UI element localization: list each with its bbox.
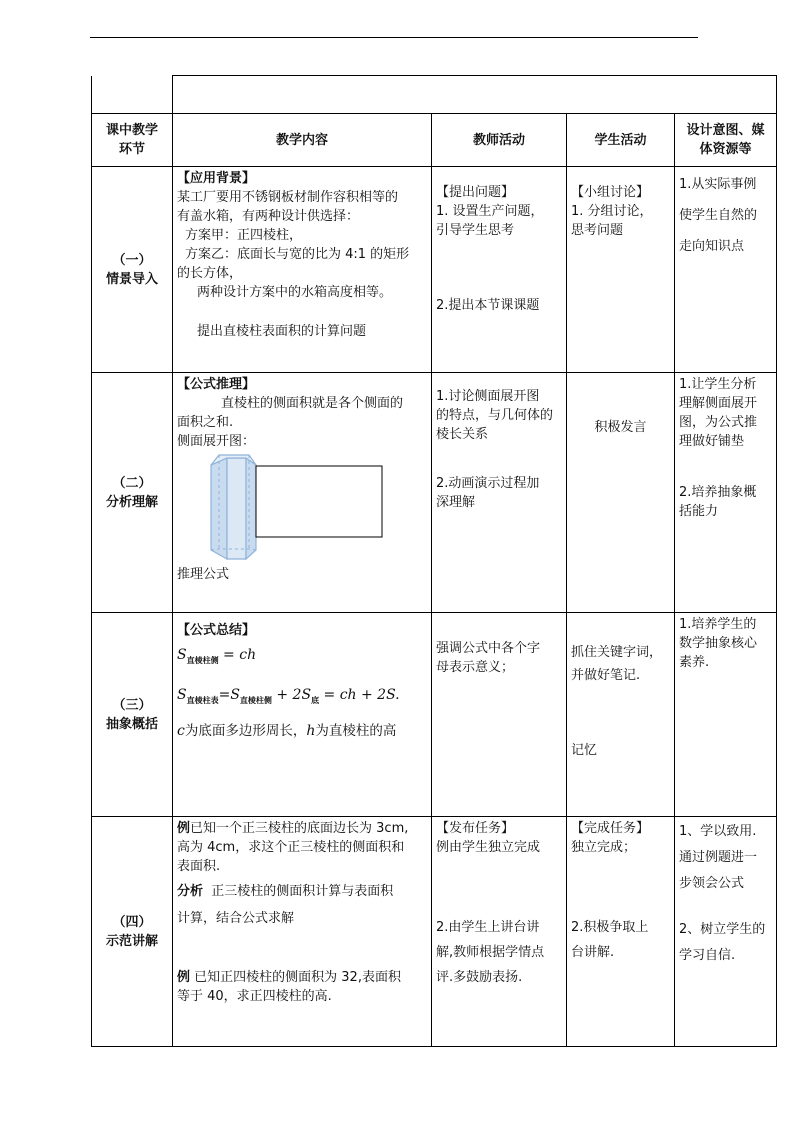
analysis: 分析 正三棱柱的侧面积计算与表面积 <box>177 884 394 899</box>
stage-name: 抽象概括 <box>105 716 158 732</box>
student-cell-3 <box>567 613 675 817</box>
student-line: 台讲解. <box>571 945 615 960</box>
design-line: 步领会公式 <box>679 876 745 891</box>
prism-right-face <box>246 458 256 559</box>
design-cell-4 <box>675 817 777 1047</box>
formula-note: c为底面多边形周长，h为直棱柱的高 <box>177 722 397 739</box>
design-line: 1.从实际事例 <box>679 177 757 192</box>
table-row-1 <box>92 167 777 373</box>
design-line: 理做好铺垫 <box>679 434 745 449</box>
teacher-cell-4 <box>432 817 567 1047</box>
header-design: 设计意图、媒 体资源等 <box>675 114 777 167</box>
formula-lateral-area: $S_{直棱柱侧}$ = ch <box>177 647 257 665</box>
design-line: 走向知识点 <box>679 239 745 254</box>
teacher-line: 强调公式中各个字 <box>436 641 541 656</box>
design-line: 2.培养抽象概 <box>679 485 757 500</box>
stage-num: （二） <box>112 475 152 491</box>
table-row-2 <box>92 373 777 613</box>
stage-cell-3 <box>92 613 173 817</box>
top-blank-row <box>92 76 777 114</box>
teacher-line: 棱长关系 <box>436 427 489 442</box>
design-line: 使学生自然的 <box>679 208 758 223</box>
header-student: 学生活动 <box>567 114 675 167</box>
student-line: 并做好笔记. <box>571 668 641 683</box>
student-cell-4 <box>567 817 675 1047</box>
design-line: 数学抽象核心 <box>679 636 758 651</box>
content-line: 面积之和. <box>177 415 234 430</box>
content-cell-3 <box>173 613 432 817</box>
stage-cell-2 <box>92 373 173 613</box>
lateral-unfolding-figure <box>177 453 427 565</box>
design-line: 学习自信. <box>679 948 736 963</box>
student-cell-1 <box>567 167 675 373</box>
student-line: 思考问题 <box>571 223 624 238</box>
teacher-line: 母表示意义； <box>436 660 515 675</box>
student-tag: 【小组讨论】 <box>571 185 650 200</box>
content-cell-1 <box>173 167 432 373</box>
content-tag: 【公式推理】 <box>177 377 256 392</box>
content-line: 的长方体， <box>177 266 243 281</box>
design-line: 理解侧面展开 <box>679 396 758 411</box>
teacher-tag: 【发布任务】 <box>436 821 515 836</box>
teacher-cell-1 <box>432 167 567 373</box>
header-rule <box>90 37 698 38</box>
example-2: 例 已知正四棱柱的侧面积为 32,表面积 <box>177 970 401 985</box>
student-line: 2.积极争取上 <box>571 920 649 935</box>
table-row-3 <box>92 613 777 817</box>
teacher-line: 1.讨论侧面展开图 <box>436 389 540 404</box>
stage-name: 分析理解 <box>105 494 158 510</box>
header-row <box>92 114 777 167</box>
stage-cell-1 <box>92 167 173 373</box>
teacher-tag: 【提出问题】 <box>436 185 515 200</box>
example-1: 例已知一个正三棱柱的底面边长为 3cm, <box>177 821 409 836</box>
design-line: 通过例题进一 <box>679 850 758 865</box>
example-1-line: 高为 4cm，求这个正三棱柱的侧面积和 <box>177 840 405 855</box>
student-cell-2 <box>567 373 675 613</box>
student-text: 积极发言 <box>594 420 647 435</box>
teacher-line: 2.动画演示过程加 <box>436 476 540 491</box>
teacher-line: 深理解 <box>436 495 476 510</box>
lesson-plan-table <box>91 75 777 1047</box>
design-cell-1 <box>675 167 777 373</box>
top-blank-left <box>92 76 173 114</box>
design-line: 1.培养学生的 <box>679 617 757 632</box>
formula-surface-area: $S_{直棱柱表}=S_{直棱柱侧} + 2S_底$ = ch + 2S. <box>177 686 400 705</box>
stage-cell-4 <box>92 817 173 1047</box>
stage-num: （四） <box>112 914 152 930</box>
teacher-line: 引导学生思考 <box>436 223 515 238</box>
stage-name: 示范讲解 <box>105 933 158 949</box>
design-line: 图，为公式推 <box>679 415 758 430</box>
example-1-line: 表面积. <box>177 859 221 874</box>
stage-num: （一） <box>112 252 152 268</box>
student-line: 独立完成； <box>571 840 637 855</box>
teacher-item2: 2.提出本节课课题 <box>436 298 540 313</box>
example-2-line: 等于 40，求正四棱柱的高. <box>177 989 332 1004</box>
header-content: 教学内容 <box>173 114 432 167</box>
student-tag: 【完成任务】 <box>571 821 650 836</box>
analysis-line: 计算，结合公式求解 <box>177 911 295 926</box>
content-tag: 【应用背景】 <box>177 171 256 186</box>
stage-num: （三） <box>112 697 152 713</box>
teacher-line: 1. 设置生产问题， <box>436 204 544 219</box>
teacher-cell-3 <box>432 613 567 817</box>
teacher-line: 例由学生独立完成 <box>436 840 541 855</box>
design-cell-2 <box>675 373 777 613</box>
design-line: 1.让学生分析 <box>679 377 757 392</box>
teacher-cell-2 <box>432 373 567 613</box>
prism-diagram <box>177 453 427 565</box>
design-line: 2、树立学生的 <box>679 922 766 937</box>
stage-name: 情景导入 <box>105 271 158 287</box>
top-blank-cell <box>173 76 777 114</box>
design-line: 1、学以致用. <box>679 824 757 839</box>
content-cell-2 <box>173 373 432 613</box>
teacher-line: 评.多鼓励表扬. <box>436 970 523 985</box>
student-line: 1. 分组讨论， <box>571 204 653 219</box>
content-line: 某工厂要用不锈钢板材制作容积相等的 <box>177 190 399 205</box>
header-stage: 课中教学 环节 <box>92 114 173 167</box>
teacher-line: 解,教师根据学情点 <box>436 945 545 960</box>
content-line: 直棱柱的侧面积就是各个侧面的 <box>221 396 404 411</box>
teacher-line: 的特点，与几何体的 <box>436 408 554 423</box>
design-cell-3 <box>675 613 777 817</box>
design-line: 括能力 <box>679 504 719 519</box>
content-line: 两种设计方案中的水箱高度相等。 <box>197 285 393 300</box>
design-line: 素养. <box>679 655 710 670</box>
content-cell-4 <box>173 817 432 1047</box>
header-teacher: 教师活动 <box>432 114 567 167</box>
student-line: 抓住关键字词， <box>571 645 663 660</box>
prism-front-face <box>227 458 246 559</box>
content-final: 推理公式 <box>177 567 230 582</box>
teacher-line: 2.由学生上讲台讲 <box>436 920 540 935</box>
content-tag: 【公式总结】 <box>177 623 256 638</box>
student-item2: 记忆 <box>571 743 598 758</box>
content-final: 提出直棱柱表面积的计算问题 <box>197 324 367 339</box>
content-line: 有盖水箱，有两种设计供选择： <box>177 209 360 224</box>
content-line: 方案乙：底面长与宽的比为 4:1 的矩形 <box>185 247 410 262</box>
table-row-4 <box>92 817 777 1047</box>
unfolded-rectangle <box>256 466 382 537</box>
content-line: 方案甲：正四棱柱， <box>185 228 303 243</box>
content-line: 侧面展开图： <box>177 434 256 449</box>
